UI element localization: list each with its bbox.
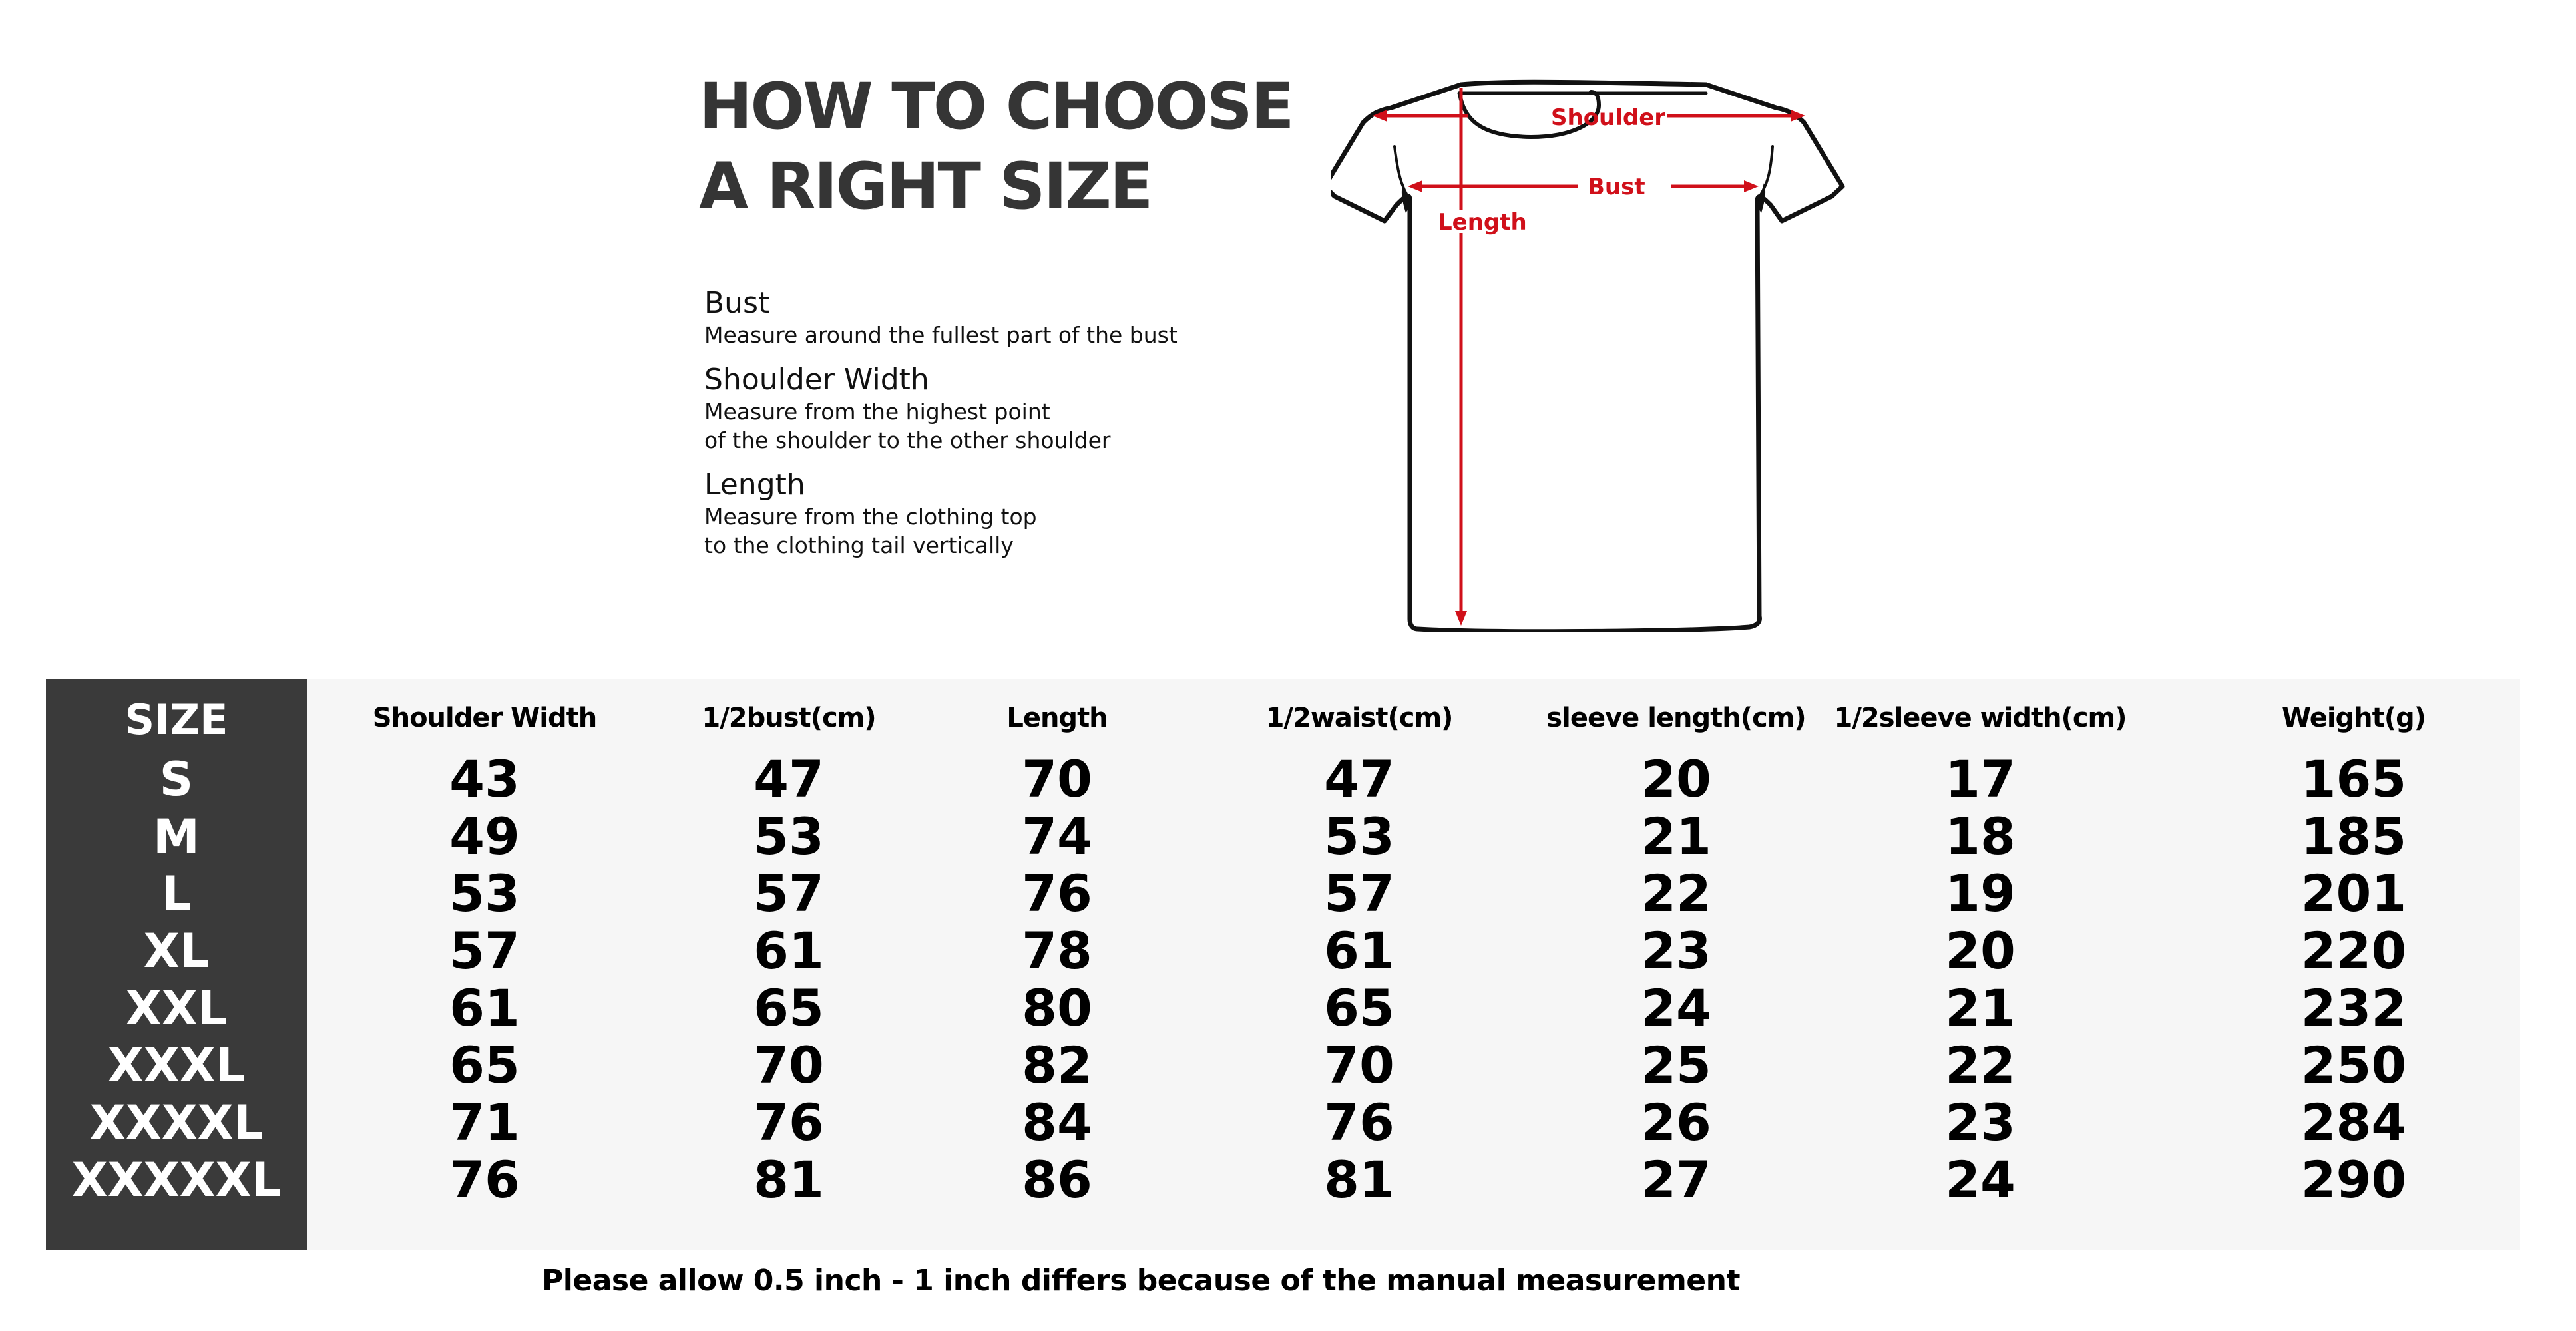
header-length: Length	[1006, 703, 1108, 733]
cell-shoulder-width: 53	[449, 864, 520, 923]
cell-length: 86	[1022, 1150, 1092, 1209]
header-half-bust: 1/2bust(cm)	[702, 703, 876, 733]
cell-half-bust: 53	[753, 807, 824, 866]
header-shoulder-width: Shoulder Width	[372, 703, 597, 733]
cell-half-bust: 76	[753, 1093, 824, 1152]
table-row	[46, 980, 2520, 1037]
cell-weight: 201	[2300, 864, 2407, 923]
cell-sleeve-length: 26	[1641, 1093, 1711, 1152]
cell-size: XXXXL	[89, 1095, 264, 1150]
table-row	[46, 865, 2520, 922]
cell-size: M	[153, 809, 200, 864]
cell-shoulder-width: 43	[449, 749, 520, 809]
cell-half-sleeve-width: 24	[1945, 1150, 2016, 1209]
cell-shoulder-width: 65	[449, 1036, 520, 1095]
cell-half-waist: 53	[1324, 807, 1395, 866]
guide-heading: Bust	[704, 286, 770, 320]
guide-item-length	[704, 468, 1303, 560]
header-sleeve-length: sleeve length(cm)	[1546, 703, 1806, 733]
cell-sleeve-length: 23	[1641, 921, 1711, 980]
size-chart-table	[46, 679, 2520, 1250]
cell-half-waist: 70	[1324, 1036, 1395, 1095]
table-row	[46, 1094, 2520, 1151]
cell-half-bust: 70	[753, 1036, 824, 1095]
cell-sleeve-length: 24	[1641, 978, 1711, 1038]
header-half-sleeve-width: 1/2sleeve width(cm)	[1834, 703, 2127, 733]
cell-length: 78	[1022, 921, 1092, 980]
header-size: SIZE	[124, 695, 228, 744]
cell-weight: 220	[2300, 921, 2407, 980]
table-row	[46, 751, 2520, 808]
cell-shoulder-width: 76	[449, 1150, 520, 1209]
title-line-2: A RIGHT SIZE	[699, 149, 1152, 224]
measurement-guide	[704, 286, 1303, 573]
guide-description: Measure around the fullest part of the bust	[704, 322, 1178, 348]
cell-length: 84	[1022, 1093, 1092, 1152]
cell-half-waist: 47	[1324, 749, 1395, 809]
cell-weight: 250	[2300, 1036, 2407, 1095]
cell-half-sleeve-width: 18	[1945, 807, 2016, 866]
cell-size: XXXXXL	[71, 1153, 282, 1207]
cell-half-sleeve-width: 23	[1945, 1093, 2016, 1152]
table-row	[46, 808, 2520, 865]
cell-weight: 290	[2300, 1150, 2407, 1209]
cell-half-bust: 81	[753, 1150, 824, 1209]
cell-half-bust: 47	[753, 749, 824, 809]
cell-half-sleeve-width: 21	[1945, 978, 2016, 1038]
table-row	[46, 1151, 2520, 1209]
guide-description: Measure from the highest point	[704, 399, 1050, 425]
cell-half-sleeve-width: 17	[1945, 749, 2016, 809]
cell-size: S	[159, 752, 194, 807]
cell-weight: 165	[2300, 749, 2407, 809]
cell-half-sleeve-width: 19	[1945, 864, 2016, 923]
cell-half-waist: 76	[1324, 1093, 1395, 1152]
cell-length: 76	[1022, 864, 1092, 923]
header-half-waist: 1/2waist(cm)	[1265, 703, 1453, 733]
shoulder-label: Shoulder	[1551, 104, 1666, 131]
guide-heading: Shoulder Width	[704, 363, 929, 397]
guide-heading: Length	[704, 468, 805, 502]
cell-half-sleeve-width: 20	[1945, 921, 2016, 980]
cell-sleeve-length: 20	[1641, 749, 1711, 809]
cell-size: L	[161, 866, 192, 921]
table-header-row	[46, 695, 2520, 744]
page-title	[699, 67, 1293, 226]
tshirt-measurement-diagram	[1331, 73, 1917, 632]
cell-sleeve-length: 27	[1641, 1150, 1711, 1209]
cell-shoulder-width: 61	[449, 978, 520, 1038]
cell-shoulder-width: 49	[449, 807, 520, 866]
guide-item-shoulder-width	[704, 363, 1303, 455]
cell-sleeve-length: 22	[1641, 864, 1711, 923]
length-label: Length	[1438, 209, 1527, 236]
cell-length: 82	[1022, 1036, 1092, 1095]
cell-half-waist: 65	[1324, 978, 1395, 1038]
guide-description: of the shoulder to the other shoulder	[704, 427, 1111, 453]
header-weight: Weight(g)	[2282, 703, 2426, 733]
disclaimer-text: Please allow 0.5 inch - 1 inch differs because of the manual measurement	[542, 1264, 1740, 1298]
cell-half-waist: 57	[1324, 864, 1395, 923]
cell-half-bust: 61	[753, 921, 824, 980]
cell-shoulder-width: 57	[449, 921, 520, 980]
bust-label: Bust	[1588, 174, 1645, 200]
title-line-1: HOW TO CHOOSE	[699, 69, 1293, 144]
guide-item-bust	[704, 286, 1303, 349]
guide-description: to the clothing tail vertically	[704, 532, 1014, 558]
cell-length: 70	[1022, 749, 1092, 809]
cell-size: XL	[143, 924, 210, 978]
cell-shoulder-width: 71	[449, 1093, 520, 1152]
cell-sleeve-length: 25	[1641, 1036, 1711, 1095]
cell-sleeve-length: 21	[1641, 807, 1711, 866]
cell-weight: 232	[2300, 978, 2407, 1038]
cell-half-waist: 61	[1324, 921, 1395, 980]
cell-half-bust: 57	[753, 864, 824, 923]
cell-half-bust: 65	[753, 978, 824, 1038]
cell-size: XXXL	[107, 1038, 246, 1093]
cell-half-waist: 81	[1324, 1150, 1395, 1209]
tshirt-icon	[1331, 73, 1917, 632]
cell-half-sleeve-width: 22	[1945, 1036, 2016, 1095]
table-row	[46, 1037, 2520, 1094]
cell-size: XXL	[125, 981, 228, 1036]
cell-length: 80	[1022, 978, 1092, 1038]
cell-length: 74	[1022, 807, 1092, 866]
guide-description: Measure from the clothing top	[704, 504, 1037, 530]
table-row	[46, 922, 2520, 980]
cell-weight: 284	[2300, 1093, 2407, 1152]
cell-weight: 185	[2300, 807, 2407, 866]
